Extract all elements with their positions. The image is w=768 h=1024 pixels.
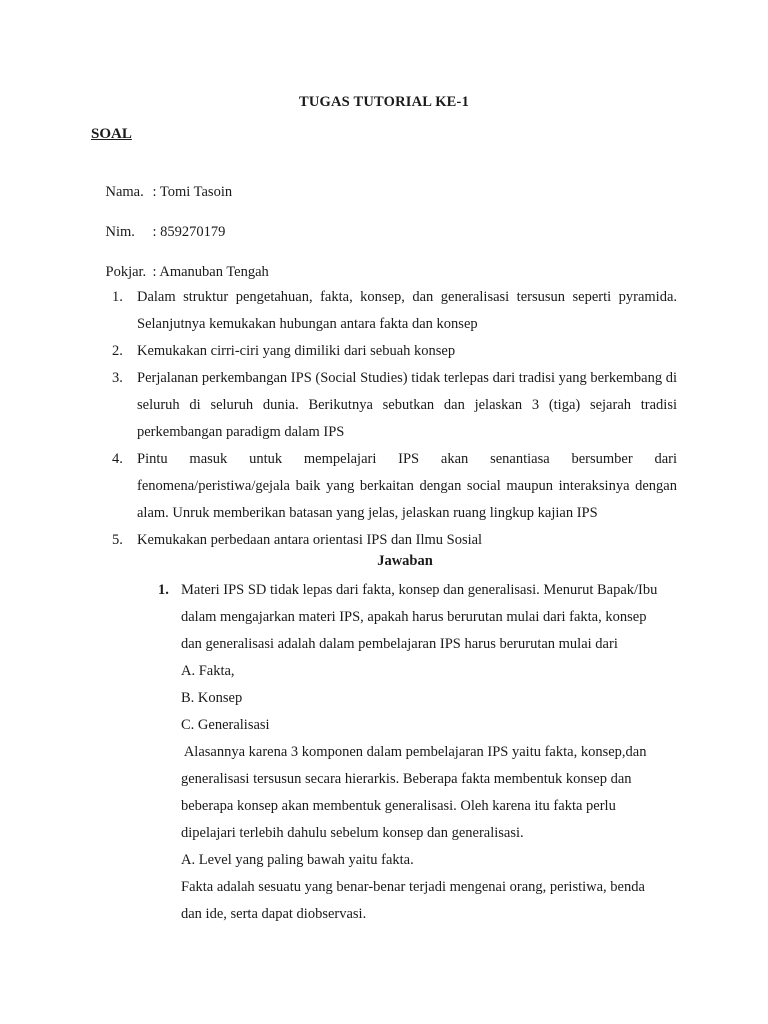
list-item (91, 338, 677, 365)
list-number: 3. (112, 370, 123, 386)
list-text: Perjalanan perkembangan IPS (Social Studies) tidak terlepas dari tradisi yang berkembang di seluruh di seluruh dunia. Berikutnya sebutkan dan jelaskan 3 (tiga) sejarah tradisi perkembangan paradigm dalam IPS (137, 370, 677, 440)
answer-line: Fakta adalah sesuatu yang benar-benar terjadi mengenai orang, peristiwa, benda (181, 879, 645, 895)
answer-line: Alasannya karena 3 komponen dalam pembelajaran IPS yaitu fakta, konsep,dan (181, 744, 647, 760)
list-item (91, 527, 677, 554)
list-number: 4. (112, 451, 123, 467)
answer-line: C. Generalisasi (181, 717, 270, 733)
field-value: : Amanuban Tengah (152, 264, 269, 280)
field-label: Nim. (105, 224, 135, 240)
answer-line: B. Konsep (181, 690, 243, 706)
list-item (91, 284, 677, 338)
list-number: 1. (112, 289, 123, 305)
field-label: Pokjar. (105, 264, 147, 280)
list-number: 5. (112, 532, 123, 548)
answer-line: dan ide, serta dapat diobservasi. (181, 906, 367, 922)
answer-line: Materi IPS SD tidak lepas dari fakta, konsep dan generalisasi. Menurut Bapak/Ibu (181, 582, 658, 598)
list-text: Pintu masuk untuk mempelajari IPS akan senantiasa bersumber dari fenomena/peristiwa/gejala baik yang berkaitan dengan social maupun interaksinya dengan alam. Unruk memberikan batasan yang jelas, jelaskan ruang lingkup kajian IPS (137, 451, 677, 521)
answer-line: dalam mengajarkan materi IPS, apakah harus berurutan mulai dari fakta, konsep (181, 609, 647, 625)
field-value: : 859270179 (152, 224, 226, 240)
answer-line: beberapa konsep akan membentuk generalisasi. Oleh karena itu fakta perlu (181, 798, 616, 814)
answer-block (155, 577, 675, 928)
answer-line: A. Fakta, (181, 663, 235, 679)
document-title: TUGAS TUTORIAL KE-1 (298, 94, 470, 110)
answer-line: dan generalisasi adalah dalam pembelajaran IPS harus berurutan mulai dari (181, 636, 618, 652)
list-text: Dalam struktur pengetahuan, fakta, konsep, dan generalisasi tersusun seperti pyramida. Selanjutnya kemukakan hubungan antara fakta dan konsep (137, 289, 677, 332)
question-list (91, 284, 677, 554)
section-heading-soal: SOAL (91, 126, 132, 142)
list-text: Kemukakan cirri-ciri yang dimiliki dari sebuah konsep (137, 343, 456, 359)
list-item (91, 365, 677, 446)
answer-body (181, 577, 675, 928)
answer-heading: Jawaban (377, 553, 433, 569)
answer-number: 1. (158, 582, 169, 598)
field-label: Nama. (105, 184, 144, 200)
list-number: 2. (112, 343, 123, 359)
list-item (91, 446, 677, 527)
list-text: Kemukakan perbedaan antara orientasi IPS dan Ilmu Sosial (137, 532, 483, 548)
answer-line: dipelajari terlebih dahulu sebelum konsep dan generalisasi. (181, 825, 524, 841)
answer-line: generalisasi tersusun secara hierarkis. Beberapa fakta membentuk konsep dan (181, 771, 632, 787)
answer-line: A. Level yang paling bawah yaitu fakta. (181, 852, 414, 868)
field-value: : Tomi Tasoin (152, 184, 233, 200)
